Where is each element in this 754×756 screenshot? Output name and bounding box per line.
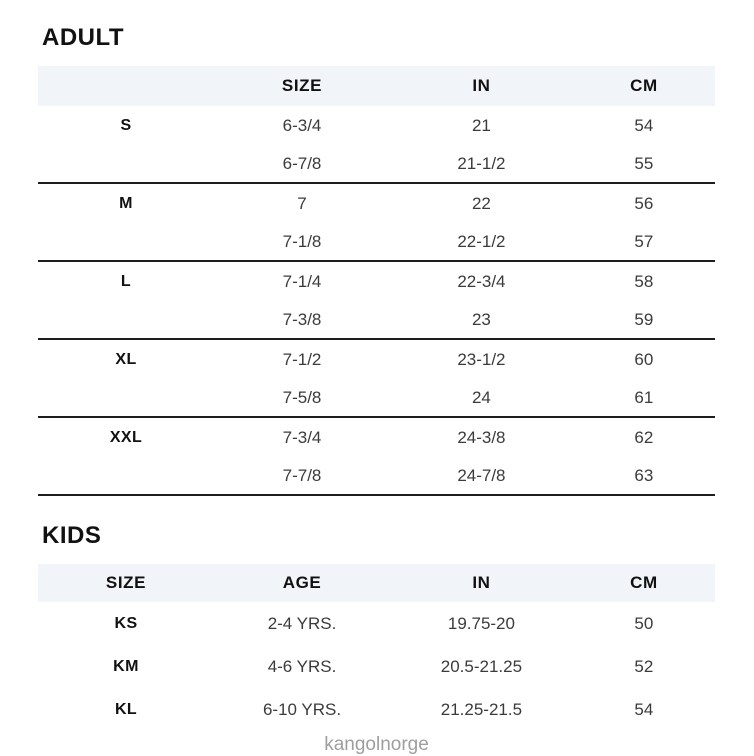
inches-value: 24: [471, 387, 491, 407]
cm-value: 63: [634, 465, 654, 485]
adult-header-in: IN: [472, 76, 491, 95]
adult-section-title: ADULT: [42, 24, 125, 51]
size-label: KS: [114, 614, 138, 632]
inches-value: 20.5-21.25: [440, 656, 523, 676]
adult-header-cm: CM: [630, 76, 658, 95]
table-row: [38, 340, 715, 379]
cm-value: 52: [634, 656, 654, 676]
cm-value: 57: [634, 231, 654, 251]
hat-size-value: 7-1/8: [282, 231, 322, 251]
size-label: KL: [114, 700, 138, 718]
cm-value: 50: [634, 613, 654, 633]
inches-value: 21: [471, 115, 491, 135]
hat-size-value: 6-3/4: [282, 115, 322, 135]
inches-value: 22-1/2: [457, 231, 506, 251]
age-value: 2-4 YRS.: [267, 613, 337, 633]
cm-value: 61: [634, 387, 654, 407]
table-row: [38, 145, 715, 184]
inches-value: 21-1/2: [457, 153, 506, 173]
kids-section-title: KIDS: [42, 522, 102, 549]
cm-value: 59: [634, 309, 654, 329]
table-row: [38, 184, 715, 223]
table-row: [38, 688, 715, 731]
inches-value: 23: [471, 309, 491, 329]
hat-size-value: 7-5/8: [282, 387, 322, 407]
size-label: L: [120, 272, 132, 290]
cm-value: 55: [634, 153, 654, 173]
cm-value: 56: [634, 193, 654, 213]
hat-size-value: 7-1/2: [282, 349, 322, 369]
hat-size-value: 7-1/4: [282, 271, 322, 291]
adult-table-header-row: [38, 66, 715, 106]
footer-brand: kangolnorge: [324, 734, 429, 755]
table-row: [38, 379, 715, 418]
table-row: [38, 457, 715, 496]
age-value: 6-10 YRS.: [262, 699, 342, 719]
cm-value: 60: [634, 349, 654, 369]
table-row: [38, 262, 715, 301]
hat-size-value: 7-3/8: [282, 309, 322, 329]
kids-table-header-row: [38, 564, 715, 602]
hat-size-value: 7-7/8: [282, 465, 322, 485]
hat-size-value: 7-3/4: [282, 427, 322, 447]
adult-header-size: SIZE: [281, 76, 323, 95]
kids-header-cm: CM: [630, 573, 658, 592]
cm-value: 62: [634, 427, 654, 447]
inches-value: 19.75-20: [447, 613, 515, 633]
kids-header-age: AGE: [282, 573, 322, 592]
inches-value: 24-3/8: [457, 427, 506, 447]
cm-value: 54: [634, 115, 654, 135]
inches-value: 22: [471, 193, 491, 213]
size-label: S: [120, 116, 132, 134]
inches-value: 21.25-21.5: [440, 699, 523, 719]
inches-value: 23-1/2: [457, 349, 506, 369]
table-row: [38, 301, 715, 340]
kids-size-table: [38, 564, 715, 731]
table-row: [38, 418, 715, 457]
inches-value: 24-7/8: [457, 465, 506, 485]
kids-header-size: SIZE: [105, 573, 147, 592]
age-value: 4-6 YRS.: [267, 656, 337, 676]
table-row: [38, 602, 715, 645]
table-row: [38, 223, 715, 262]
table-row: [38, 106, 715, 145]
adult-size-table: [38, 66, 715, 496]
hat-size-value: 7: [297, 193, 307, 213]
size-label: XXL: [109, 428, 143, 446]
cm-value: 54: [634, 699, 654, 719]
size-label: XL: [115, 350, 137, 368]
table-row: [38, 645, 715, 688]
inches-value: 22-3/4: [457, 271, 506, 291]
kids-header-in: IN: [472, 573, 491, 592]
cm-value: 58: [634, 271, 654, 291]
size-label: M: [119, 194, 133, 212]
size-label: KM: [113, 657, 139, 675]
hat-size-value: 6-7/8: [282, 153, 322, 173]
